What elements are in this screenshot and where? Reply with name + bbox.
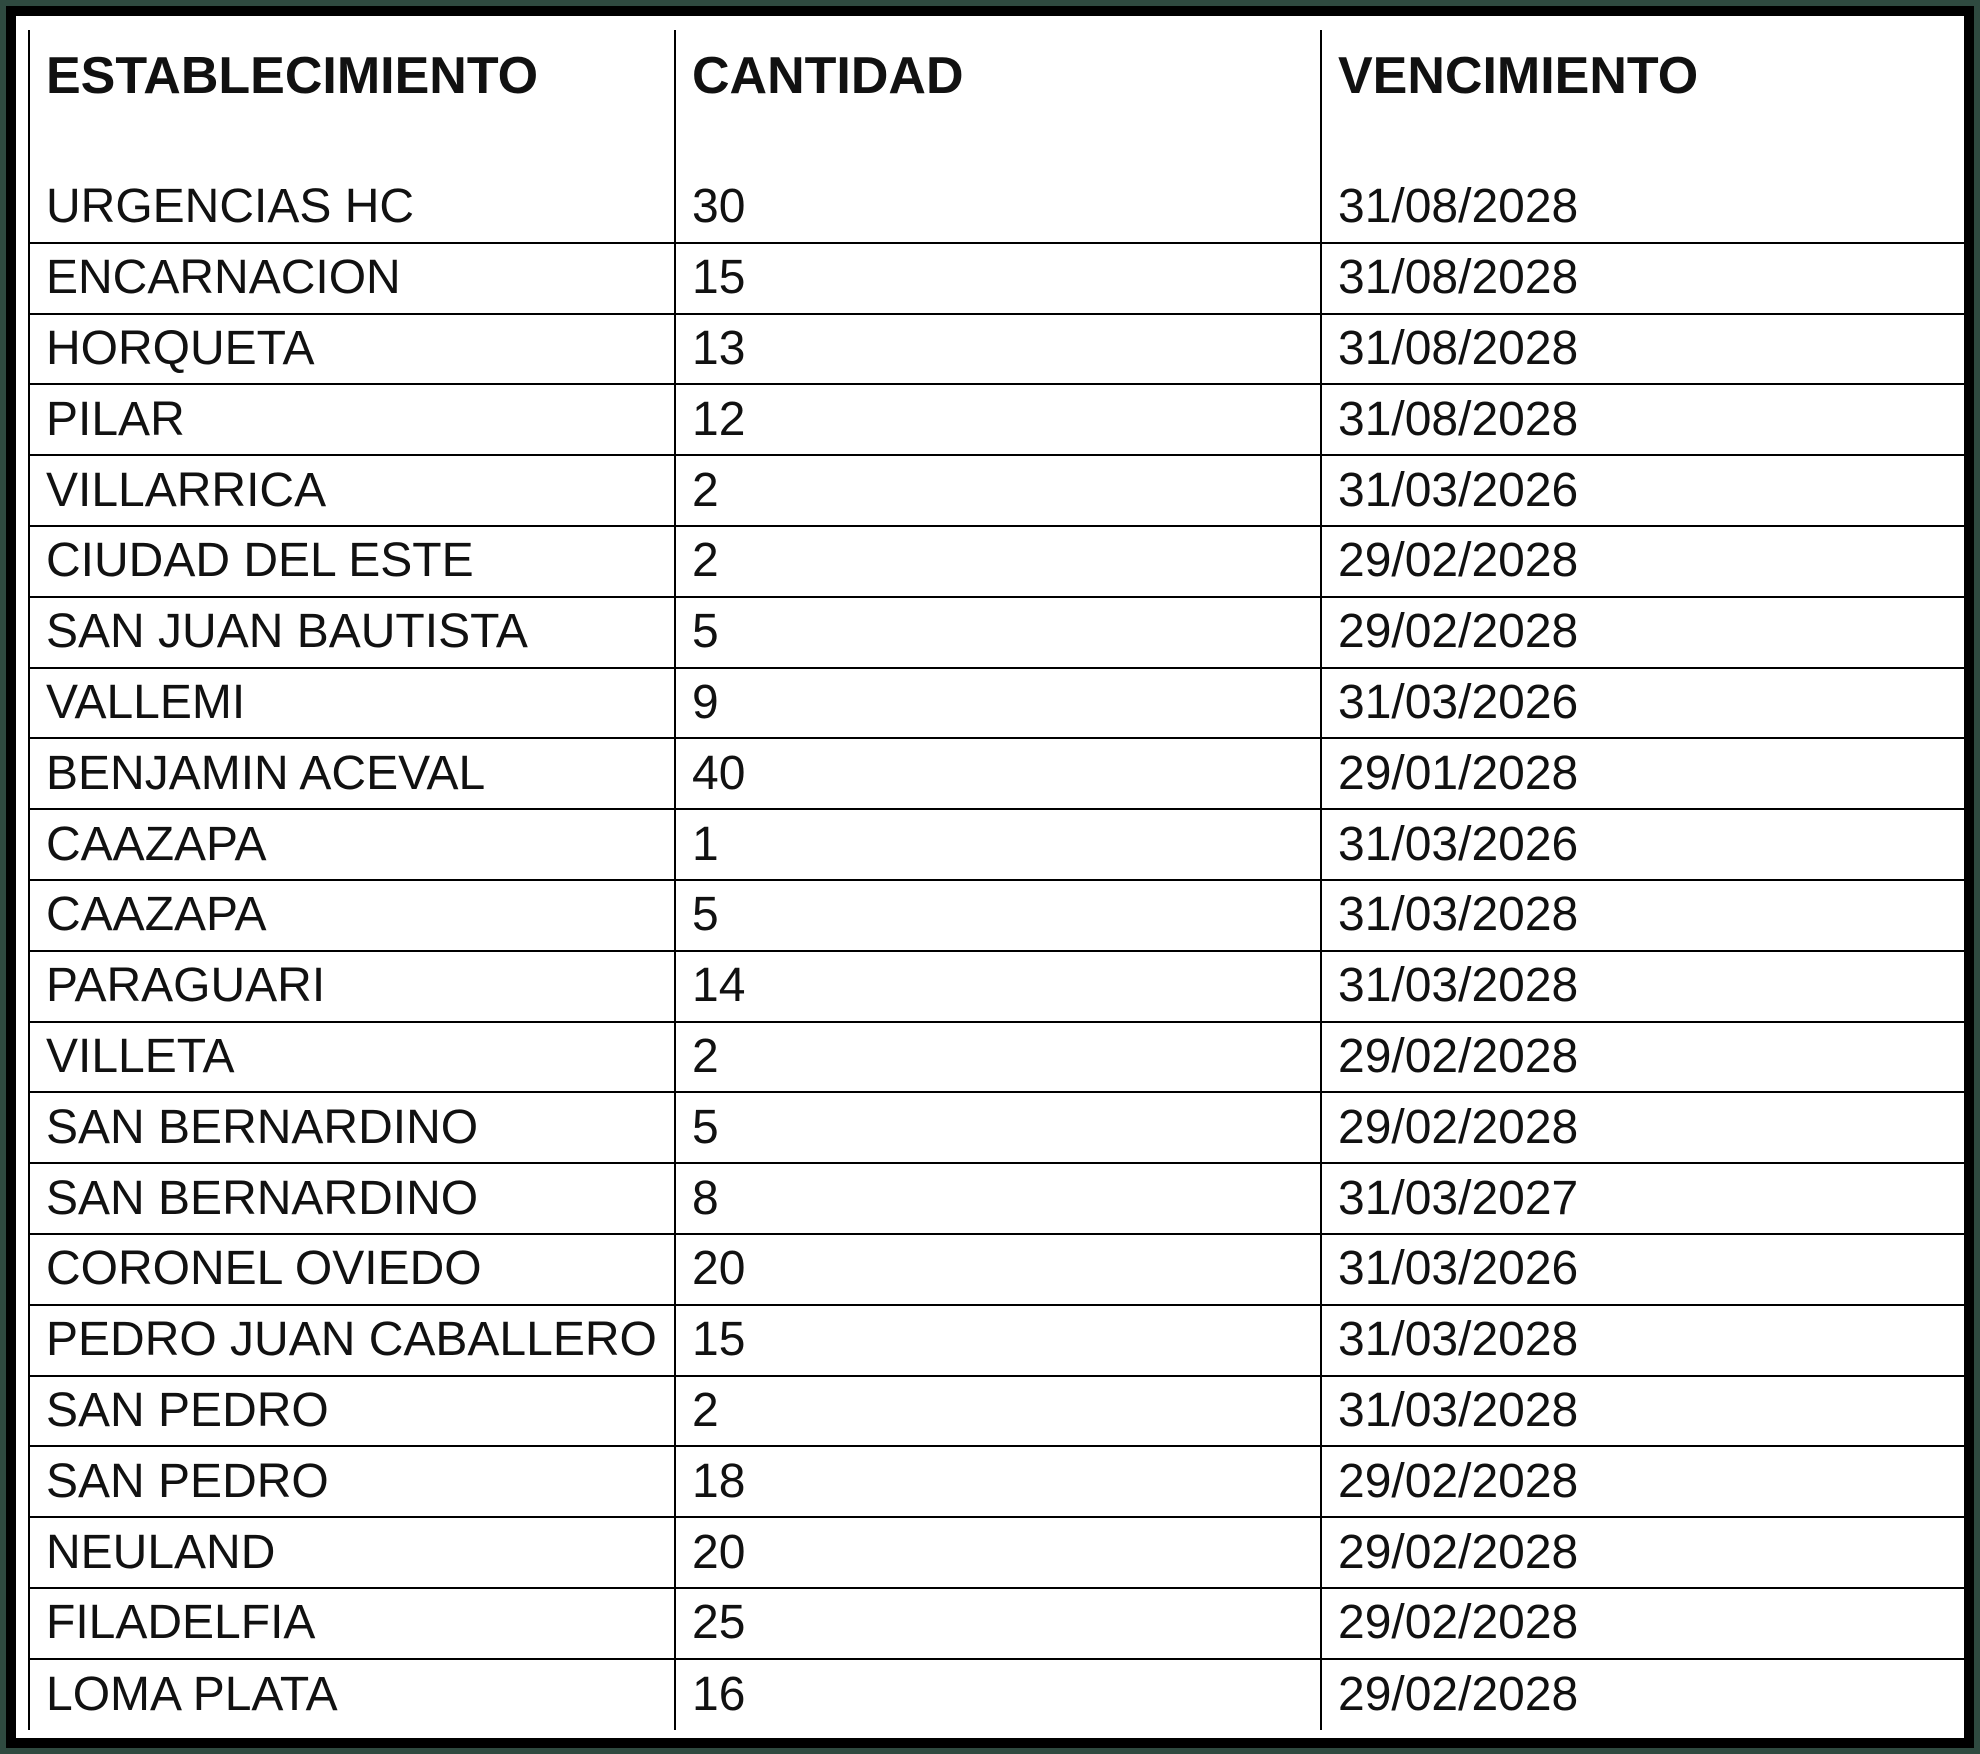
cell-establecimiento: CAAZAPA xyxy=(29,809,675,880)
table-row xyxy=(29,951,1965,1022)
table-row xyxy=(29,738,1965,809)
stock-table xyxy=(28,30,1965,1730)
cell-establecimiento: URGENCIAS HC xyxy=(29,172,675,243)
cell-establecimiento: CAAZAPA xyxy=(29,880,675,951)
table-row xyxy=(29,1446,1965,1517)
cell-establecimiento: CORONEL OVIEDO xyxy=(29,1234,675,1305)
cell-vencimiento: 29/02/2028 xyxy=(1321,1092,1965,1163)
cell-cantidad: 14 xyxy=(675,951,1321,1022)
cell-vencimiento: 31/03/2026 xyxy=(1321,809,1965,880)
cell-establecimiento: SAN PEDRO xyxy=(29,1446,675,1517)
cell-cantidad: 20 xyxy=(675,1517,1321,1588)
table-row xyxy=(29,1234,1965,1305)
cell-establecimiento: PARAGUARI xyxy=(29,951,675,1022)
cell-establecimiento: SAN JUAN BAUTISTA xyxy=(29,597,675,668)
table-row xyxy=(29,384,1965,455)
cell-vencimiento: 29/02/2028 xyxy=(1321,597,1965,668)
cell-establecimiento: VILLARRICA xyxy=(29,455,675,526)
cell-cantidad: 20 xyxy=(675,1234,1321,1305)
cell-vencimiento: 31/03/2028 xyxy=(1321,880,1965,951)
cell-vencimiento: 31/08/2028 xyxy=(1321,243,1965,314)
table-row xyxy=(29,880,1965,951)
table-row xyxy=(29,172,1965,243)
cell-establecimiento: ENCARNACION xyxy=(29,243,675,314)
cell-cantidad: 13 xyxy=(675,314,1321,385)
table-row xyxy=(29,1588,1965,1659)
table-row xyxy=(29,809,1965,880)
cell-cantidad: 12 xyxy=(675,384,1321,455)
cell-cantidad: 2 xyxy=(675,1376,1321,1447)
cell-cantidad: 8 xyxy=(675,1163,1321,1234)
table-row xyxy=(29,314,1965,385)
header-vencimiento: VENCIMIENTO xyxy=(1321,30,1965,172)
cell-vencimiento: 29/01/2028 xyxy=(1321,738,1965,809)
cell-cantidad: 30 xyxy=(675,172,1321,243)
cell-vencimiento: 29/02/2028 xyxy=(1321,526,1965,597)
table-row xyxy=(29,1305,1965,1376)
cell-cantidad: 5 xyxy=(675,597,1321,668)
cell-vencimiento: 31/03/2028 xyxy=(1321,1305,1965,1376)
cell-cantidad: 5 xyxy=(675,1092,1321,1163)
cell-cantidad: 18 xyxy=(675,1446,1321,1517)
cell-cantidad: 40 xyxy=(675,738,1321,809)
header-row xyxy=(29,30,1965,172)
cell-vencimiento: 31/08/2028 xyxy=(1321,172,1965,243)
cell-establecimiento: NEULAND xyxy=(29,1517,675,1588)
table-row xyxy=(29,1092,1965,1163)
table-row xyxy=(29,597,1965,668)
cell-vencimiento: 31/03/2027 xyxy=(1321,1163,1965,1234)
cell-establecimiento: FILADELFIA xyxy=(29,1588,675,1659)
cell-cantidad: 15 xyxy=(675,1305,1321,1376)
table-row xyxy=(29,526,1965,597)
cell-establecimiento: SAN PEDRO xyxy=(29,1376,675,1447)
table-frame xyxy=(6,6,1974,1748)
table-row xyxy=(29,1376,1965,1447)
cell-vencimiento: 29/02/2028 xyxy=(1321,1588,1965,1659)
cell-vencimiento: 31/03/2026 xyxy=(1321,455,1965,526)
cell-establecimiento: PEDRO JUAN CABALLERO xyxy=(29,1305,675,1376)
cell-cantidad: 25 xyxy=(675,1588,1321,1659)
cell-vencimiento: 31/03/2026 xyxy=(1321,668,1965,739)
cell-establecimiento: LOMA PLATA xyxy=(29,1659,675,1730)
cell-establecimiento: CIUDAD DEL ESTE xyxy=(29,526,675,597)
table-row xyxy=(29,1659,1965,1730)
cell-vencimiento: 31/08/2028 xyxy=(1321,314,1965,385)
cell-cantidad: 16 xyxy=(675,1659,1321,1730)
cell-cantidad: 2 xyxy=(675,526,1321,597)
cell-establecimiento: VILLETA xyxy=(29,1022,675,1093)
table-row xyxy=(29,243,1965,314)
cell-cantidad: 9 xyxy=(675,668,1321,739)
table-row xyxy=(29,668,1965,739)
cell-establecimiento: BENJAMIN ACEVAL xyxy=(29,738,675,809)
cell-cantidad: 2 xyxy=(675,1022,1321,1093)
cell-vencimiento: 31/08/2028 xyxy=(1321,384,1965,455)
cell-cantidad: 2 xyxy=(675,455,1321,526)
table-row xyxy=(29,1517,1965,1588)
table-body xyxy=(29,172,1965,1730)
cell-cantidad: 1 xyxy=(675,809,1321,880)
cell-vencimiento: 29/02/2028 xyxy=(1321,1446,1965,1517)
cell-vencimiento: 31/03/2026 xyxy=(1321,1234,1965,1305)
cell-vencimiento: 29/02/2028 xyxy=(1321,1022,1965,1093)
table-row xyxy=(29,455,1965,526)
cell-establecimiento: VALLEMI xyxy=(29,668,675,739)
cell-vencimiento: 31/03/2028 xyxy=(1321,951,1965,1022)
cell-establecimiento: PILAR xyxy=(29,384,675,455)
header-cantidad: CANTIDAD xyxy=(675,30,1321,172)
cell-establecimiento: SAN BERNARDINO xyxy=(29,1163,675,1234)
cell-establecimiento: HORQUETA xyxy=(29,314,675,385)
header-establecimiento: ESTABLECIMIENTO xyxy=(29,30,675,172)
cell-vencimiento: 29/02/2028 xyxy=(1321,1517,1965,1588)
cell-vencimiento: 29/02/2028 xyxy=(1321,1659,1965,1730)
cell-cantidad: 5 xyxy=(675,880,1321,951)
cell-vencimiento: 31/03/2028 xyxy=(1321,1376,1965,1447)
cell-cantidad: 15 xyxy=(675,243,1321,314)
cell-establecimiento: SAN BERNARDINO xyxy=(29,1092,675,1163)
table-row xyxy=(29,1163,1965,1234)
table-row xyxy=(29,1022,1965,1093)
